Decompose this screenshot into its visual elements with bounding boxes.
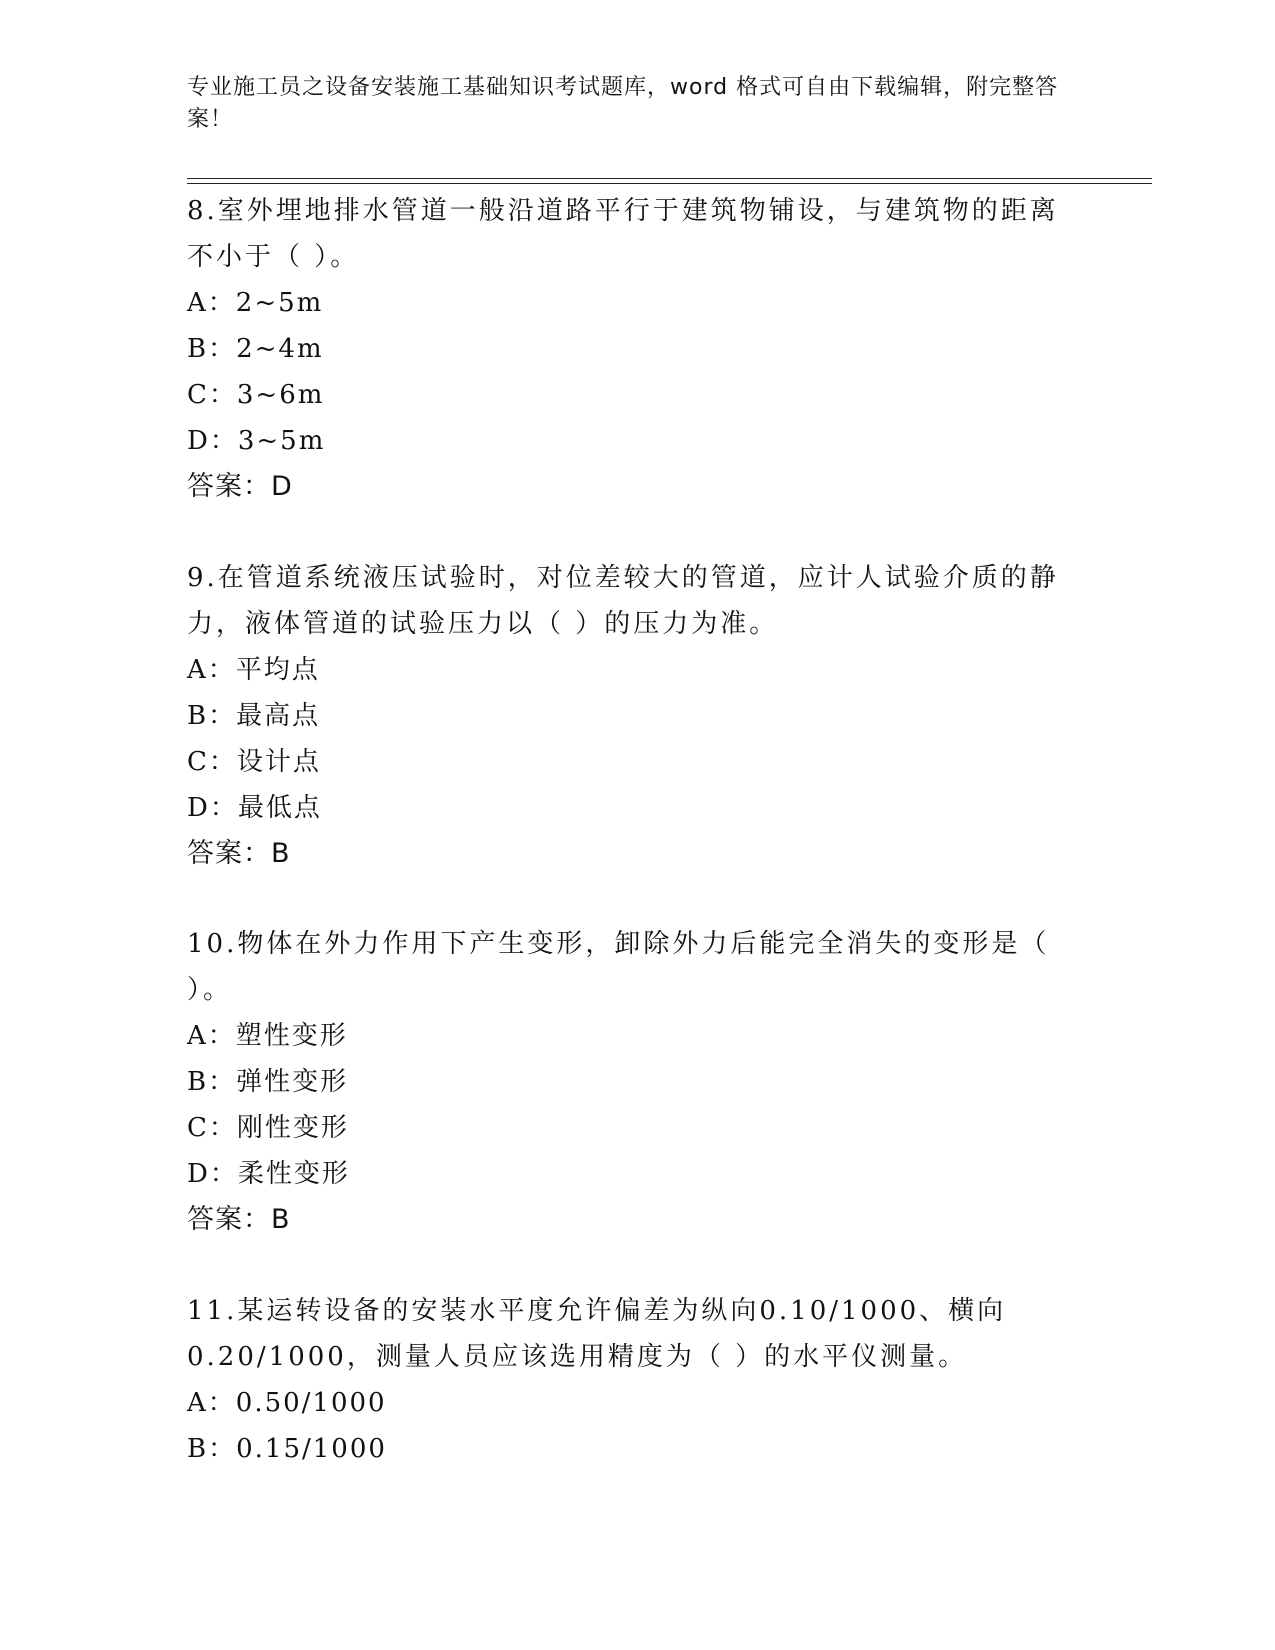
option-b: B：0.15/1000 <box>187 1434 387 1464</box>
question-text: 9.在管道系统液压试验时，对位差较大的管道，应计人试验介质的静力，液体管道的试验压力以（ ）的压力为准。 <box>187 563 1059 639</box>
header-divider-top <box>187 178 1152 179</box>
option-c: C：设计点 <box>187 747 321 777</box>
option-d: D：柔性变形 <box>187 1159 350 1189</box>
document-header: 专业施工员之设备安装施工基础知识考试题库，word 格式可自由下载编辑，附完整答案！ <box>187 75 1059 132</box>
answer-line: 答案：D <box>187 471 293 502</box>
answer-line: 答案：B <box>187 1204 291 1235</box>
question-block <box>187 1288 1087 1472</box>
answer-line: 答案：B <box>187 838 291 869</box>
question-block <box>187 921 1087 1243</box>
question-block <box>187 555 1087 877</box>
option-d: D：最低点 <box>187 793 322 823</box>
option-a: A：2~5m <box>187 288 324 318</box>
option-a: A：平均点 <box>187 655 320 685</box>
option-c: C：刚性变形 <box>187 1113 349 1143</box>
option-c: C：3~6m <box>187 380 325 410</box>
header-divider-bottom <box>187 183 1152 184</box>
option-d: D：3~5m <box>187 426 326 456</box>
question-text: 8.室外埋地排水管道一般沿道路平行于建筑物铺设，与建筑物的距离不小于（ ）。 <box>187 196 1059 272</box>
option-a: A：塑性变形 <box>187 1021 348 1051</box>
option-a: A：0.50/1000 <box>187 1388 387 1418</box>
question-block <box>187 188 1087 510</box>
question-text: 11.某运转设备的安装水平度允许偏差为纵向0.10/1000、横向0.20/1000，测量人员应该选用精度为（ ）的水平仪测量。 <box>187 1296 1007 1372</box>
option-b: B：最高点 <box>187 701 321 731</box>
option-b: B：弹性变形 <box>187 1067 349 1097</box>
question-text: 10.物体在外力作用下产生变形，卸除外力后能完全消失的变形是（ ）。 <box>187 929 1050 1005</box>
option-b: B：2~4m <box>187 334 324 364</box>
